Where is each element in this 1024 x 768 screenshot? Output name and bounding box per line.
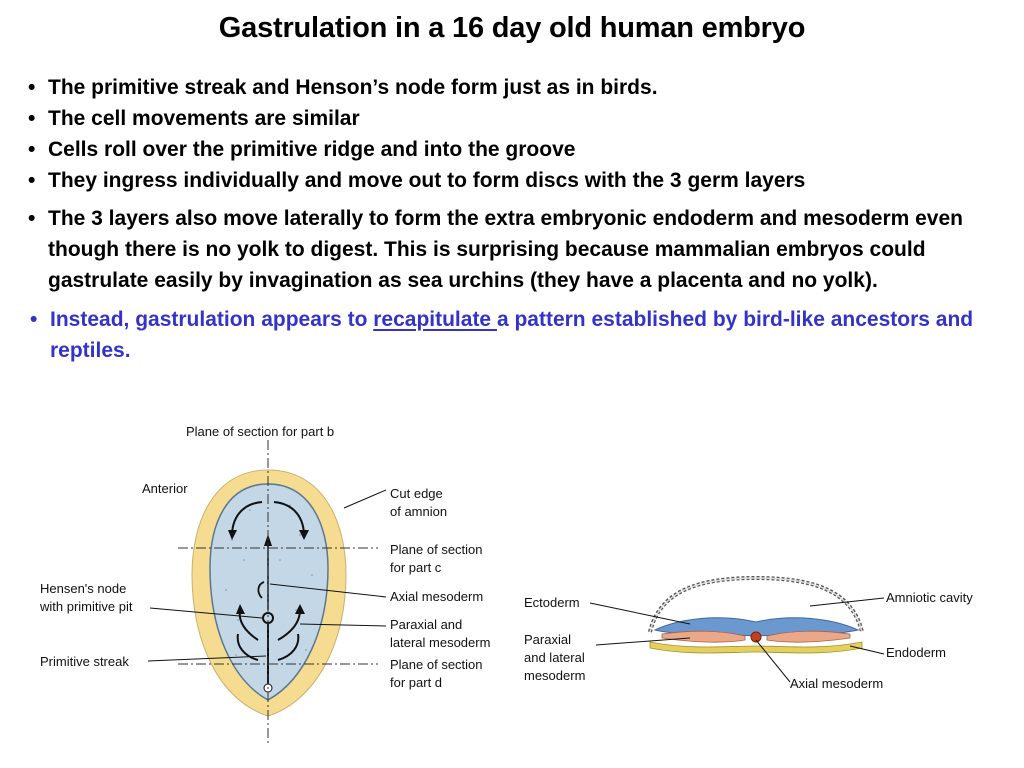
label-hensen-2: with primitive pit (40, 599, 133, 614)
label-ectoderm: Ectoderm (524, 595, 580, 610)
bullet-marker: • (28, 138, 36, 161)
recapitulate-link[interactable]: recapitulate (373, 308, 497, 331)
label-paraxial-1: Paraxial and (390, 617, 463, 632)
highlight-text-after: a pattern established by bird-like ancestors and reptiles. (50, 308, 974, 362)
bullet-marker: • (28, 107, 36, 130)
label-plane-c-2: for part c (390, 560, 442, 575)
label-hensen-1: Hensen's node (40, 581, 127, 596)
bullet-text: They ingress individually and move out to form discs with the 3 germ layers (48, 169, 806, 192)
label-paraxial-2: and lateral (524, 650, 585, 665)
label-paraxial-2: lateral mesoderm (390, 635, 491, 650)
endoderm-layer (650, 642, 862, 653)
label-paraxial-3: mesoderm (524, 668, 586, 683)
bullet-text: The cell movements are similar (48, 107, 360, 130)
label-plane-d-2: for part d (390, 675, 443, 690)
cross-section-diagram (524, 578, 973, 691)
label-paraxial-1: Paraxial (524, 632, 571, 647)
label-plane-d-1: Plane of section (390, 657, 483, 672)
bullet-text: Cells roll over the primitive ridge and into the groove (48, 138, 576, 161)
bullet-marker: • (28, 207, 36, 230)
label-cut-edge-2: of amnion (390, 504, 448, 519)
leader-ectoderm (590, 603, 690, 624)
dorsal-view-diagram (39, 424, 490, 745)
leader-paraxial (596, 638, 690, 645)
label-plane-b: Plane of section for part b (186, 424, 335, 439)
label-axial-mesoderm: Axial mesoderm (790, 676, 884, 691)
leader-endoderm (850, 646, 884, 654)
label-endoderm: Endoderm (886, 645, 946, 660)
label-axial-mesoderm: Axial mesoderm (390, 589, 484, 604)
bullet-marker: • (30, 308, 38, 331)
label-plane-c-1: Plane of section (390, 542, 483, 557)
bullet-text: The primitive streak and Henson’s node form just as in birds. (48, 76, 658, 99)
label-cut-edge-1: Cut edge (390, 486, 443, 501)
leader-cut-edge (344, 490, 386, 508)
bullet-marker: • (28, 76, 36, 99)
bullet-text: The 3 layers also move laterally to form the extra embryonic endoderm and mesoderm even though there is no yolk to digest. This is surprising because mammalian embryos could gastrulate easily by invagination as sea urchins (they have a placenta and no yolk). (48, 207, 963, 292)
label-amniotic-cavity: Amniotic cavity (886, 590, 973, 605)
highlight-text-before: Instead, gastrulation appears to (50, 308, 374, 331)
slide-title: Gastrulation in a 16 day old human embryo (218, 12, 806, 44)
label-primitive-streak: Primitive streak (40, 654, 129, 669)
bullet-marker: • (28, 169, 36, 192)
label-anterior: Anterior (142, 481, 188, 496)
